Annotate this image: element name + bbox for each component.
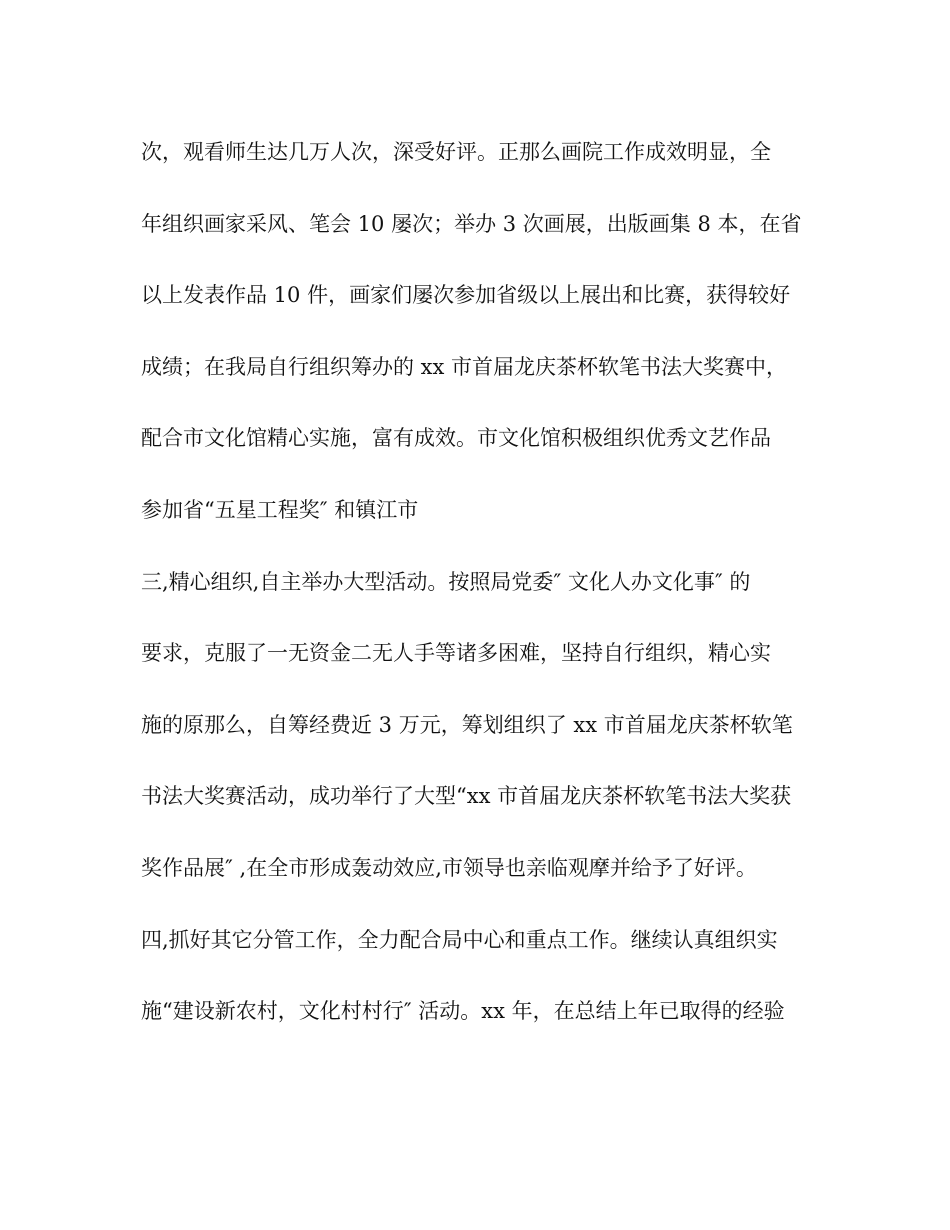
- text-line: 成绩；在我局自行组织筹办的 xx 市首届龙庆茶杯软笔书法大奖赛中，: [141, 354, 788, 379]
- text-line: 要求，克服了一无资金二无人手等诸多困难，坚持自行组织，精心实: [141, 641, 771, 666]
- section-heading-line: 四,抓好其它分管工作，全力配合局中心和重点工作。继续认真组织实: [141, 927, 778, 952]
- section-heading-line: 三,精心组织,自主举办大型活动。按照局党委″ 文化人办文化事″ 的: [141, 569, 751, 594]
- text-line: 配合市文化馆精心实施，富有成效。市文化馆积极组织优秀文艺作品: [141, 426, 771, 451]
- document-body: [141, 140, 821, 1071]
- text-line: 施的原那么，自筹经费近 3 万元，筹划组织了 xx 市首届龙庆茶杯软笔: [141, 712, 793, 737]
- text-line: 次，观看师生达几万人次，深受好评。正那么画院工作成效明显，全: [141, 140, 771, 164]
- text-line: 参加省“五星工程奖″ 和镇江市: [141, 497, 419, 522]
- text-line: 奖作品展″ ,在全市形成轰动效应,市领导也亲临观摩并给予了好评。: [141, 855, 757, 880]
- text-line: 施“建设新农村，文化村村行″ 活动。xx 年，在总结上年已取得的经验: [141, 999, 785, 1024]
- text-line: 书法大奖赛活动，成功举行了大型“xx 市首届龙庆茶杯软笔书法大奖获: [141, 784, 792, 809]
- text-line: 年组织画家采风、笔会 10 屡次；举办 3 次画展，出版画集 8 本，在省: [141, 211, 802, 236]
- text-line: 以上发表作品 10 件，画家们屡次参加省级以上展出和比赛，获得较好: [141, 283, 791, 308]
